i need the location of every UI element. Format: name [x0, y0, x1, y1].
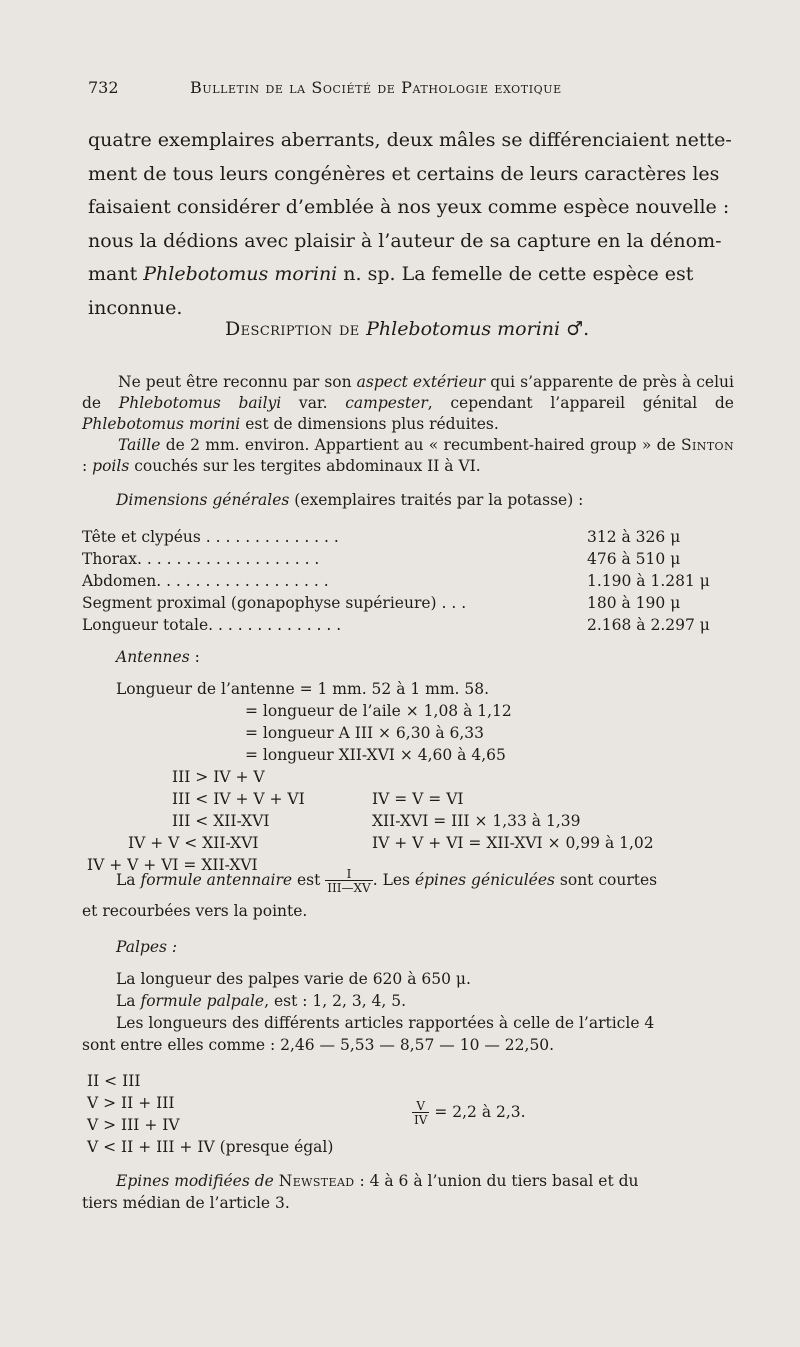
text: :	[189, 648, 200, 666]
antenna-relation: IV + V + VI = XII-XVI	[87, 856, 258, 874]
epines-line: tiers médian de l’article 3.	[82, 1194, 290, 1212]
fraction-numerator: V	[416, 1099, 426, 1113]
author-name: Newstead	[278, 1172, 355, 1190]
italic-text: Epines modifiées de	[116, 1172, 274, 1190]
palpes-relation: II < III	[87, 1072, 141, 1090]
dimension-value: 312 à 326 μ	[587, 528, 681, 546]
text: qui s’apparente de près à celui de	[82, 373, 735, 412]
antenna-measure: = longueur XII-XVI × 4,60 à 4,65	[245, 746, 506, 764]
text: La	[116, 992, 141, 1010]
intro-paragraph	[88, 124, 738, 325]
intro-line: inconnue.	[88, 296, 183, 319]
section-title-word: Description	[225, 318, 333, 340]
text: , cependant l’appareil génital de	[427, 394, 734, 412]
antennes-heading	[116, 648, 200, 666]
paragraph	[82, 372, 734, 435]
italic-text: campester	[345, 394, 428, 412]
antenna-relation: IV + V < XII-XVI	[128, 834, 259, 852]
ratio-fraction	[412, 1100, 429, 1126]
intro-line: nous la dédions avec plaisir à l’auteur de sa capture en la dénom-	[88, 229, 722, 252]
italic-text: épines géniculées	[414, 871, 555, 889]
dimension-label: Thorax. . . . . . . . . . . . . . . . . . .	[82, 550, 320, 568]
dimension-label: Segment proximal (gonapophyse supérieure) . . .	[82, 594, 467, 612]
text: sont courtes	[554, 871, 658, 889]
epines-line	[116, 1172, 639, 1190]
fraction-denominator: III—XV	[327, 881, 371, 895]
text: n. sp. La femelle de cette espèce est	[337, 263, 694, 285]
antenna-relation: IV = V = VI	[372, 790, 464, 808]
text: de 2 mm. environ. Appartient au « recumbent-haired group » de	[160, 436, 682, 454]
antenna-relation: III < XII-XVI	[172, 812, 270, 830]
dimension-row	[82, 572, 737, 593]
palpes-relation: V > II + III	[87, 1094, 175, 1112]
dimension-value: 1.190 à 1.281 μ	[587, 572, 710, 590]
text: (exemplaires traités par la potasse) :	[289, 491, 584, 509]
page-number: 732	[88, 78, 119, 97]
species-name: Phlebotomus morini	[366, 318, 561, 340]
dimension-row	[82, 594, 737, 615]
palpes-ratio	[412, 1100, 526, 1126]
antenna-relation: III < IV + V + VI	[172, 790, 305, 808]
antenna-measure: = longueur de l’aile × 1,08 à 1,12	[245, 702, 512, 720]
text: , est : 1, 2, 3, 4, 5.	[264, 992, 407, 1010]
text: est	[292, 871, 326, 889]
antenna-relation: IV + V + VI = XII-XVI × 0,99 à 1,02	[372, 834, 654, 852]
description-paragraph	[82, 372, 734, 477]
text: La	[116, 871, 141, 889]
italic-text: aspect extérieur	[356, 373, 486, 391]
italic-text: formule palpale	[140, 992, 265, 1010]
italic-text: formule antennaire	[140, 871, 293, 889]
antenna-formula	[116, 868, 657, 894]
text: Ne peut être reconnu par son	[118, 373, 357, 391]
antenna-relation: III > IV + V	[172, 768, 265, 786]
dimension-label: Tête et clypéus . . . . . . . . . . . . . .	[82, 528, 339, 546]
antenna-measure: Longueur de l’antenne = 1 mm. 52 à 1 mm. 58.	[116, 680, 490, 698]
dimension-row	[82, 550, 737, 571]
intro-line: faisaient considérer d’emblée à nos yeux comme espèce nouvelle :	[88, 196, 730, 218]
palpes-heading	[116, 938, 177, 956]
intro-line: ment de tous leurs congénères et certains de leurs caractères les	[88, 162, 720, 185]
author-name: Sinton	[681, 436, 734, 454]
palpes-relation: V < II + III + IV (presque égal)	[87, 1138, 334, 1156]
italic-text: Palpes :	[116, 938, 178, 956]
italic-text: Antennes	[116, 648, 190, 666]
intro-line	[88, 258, 738, 292]
palpes-text	[116, 992, 406, 1010]
text: .	[372, 871, 378, 889]
text: est de dimensions plus réduites.	[240, 415, 499, 433]
dimension-value: 180 à 190 μ	[587, 594, 681, 612]
dimension-row	[82, 616, 737, 637]
italic-text: Taille	[118, 436, 161, 454]
palpes-text: sont entre elles comme : 2,46 — 5,53 — 8,57 — 10 — 22,50.	[82, 1036, 555, 1054]
section-title-word: de	[332, 318, 367, 340]
text: Les	[377, 871, 415, 889]
fraction-numerator: I	[346, 867, 352, 881]
text: var.	[281, 394, 346, 412]
fraction-denominator: IV	[414, 1113, 428, 1127]
dimension-value: 476 à 510 μ	[587, 550, 681, 568]
dimension-label: Longueur totale. . . . . . . . . . . . . .	[82, 616, 342, 634]
species-name: Phlebotomus morini	[82, 415, 241, 433]
italic-text: poils	[92, 457, 130, 475]
antenna-relation: XII-XVI = III × 1,33 à 1,39	[372, 812, 581, 830]
palpes-relation: V > III + IV	[87, 1116, 180, 1134]
palpes-text: Les longueurs des différents articles rapportées à celle de l’article 4	[116, 1014, 655, 1032]
text: mant	[88, 263, 144, 285]
dimensions-heading	[116, 490, 583, 511]
running-title: Bulletin de la Société de Pathologie exotique	[190, 78, 562, 97]
text: : 4 à 6 à l’union du tiers basal et du	[354, 1172, 639, 1190]
male-symbol: ♂.	[566, 318, 590, 340]
palpes-text: La longueur des palpes varie de 620 à 650 μ.	[116, 970, 471, 988]
intro-line: quatre exemplaires aberrants, deux mâles se différenciaient nette-	[88, 129, 732, 151]
text: couchés sur les tergites abdominaux II à VI.	[129, 457, 481, 475]
species-name: Phlebotomus morini	[143, 263, 338, 285]
ratio-value: = 2,2 à 2,3.	[434, 1103, 526, 1121]
italic-text: Dimensions générales	[116, 491, 290, 509]
species-name: Phlebotomus bailyi	[118, 394, 282, 412]
dimension-label: Abdomen. . . . . . . . . . . . . . . . . .	[82, 572, 329, 590]
dimension-row	[82, 528, 737, 549]
antenna-text: et recourbées vers la pointe.	[82, 902, 308, 920]
section-title	[225, 318, 589, 340]
antenna-measure: = longueur A III × 6,30 à 6,33	[245, 724, 485, 742]
paragraph	[82, 435, 734, 477]
dimension-value: 2.168 à 2.297 μ	[587, 616, 710, 634]
text: :	[82, 457, 93, 475]
formula-fraction	[325, 868, 372, 894]
